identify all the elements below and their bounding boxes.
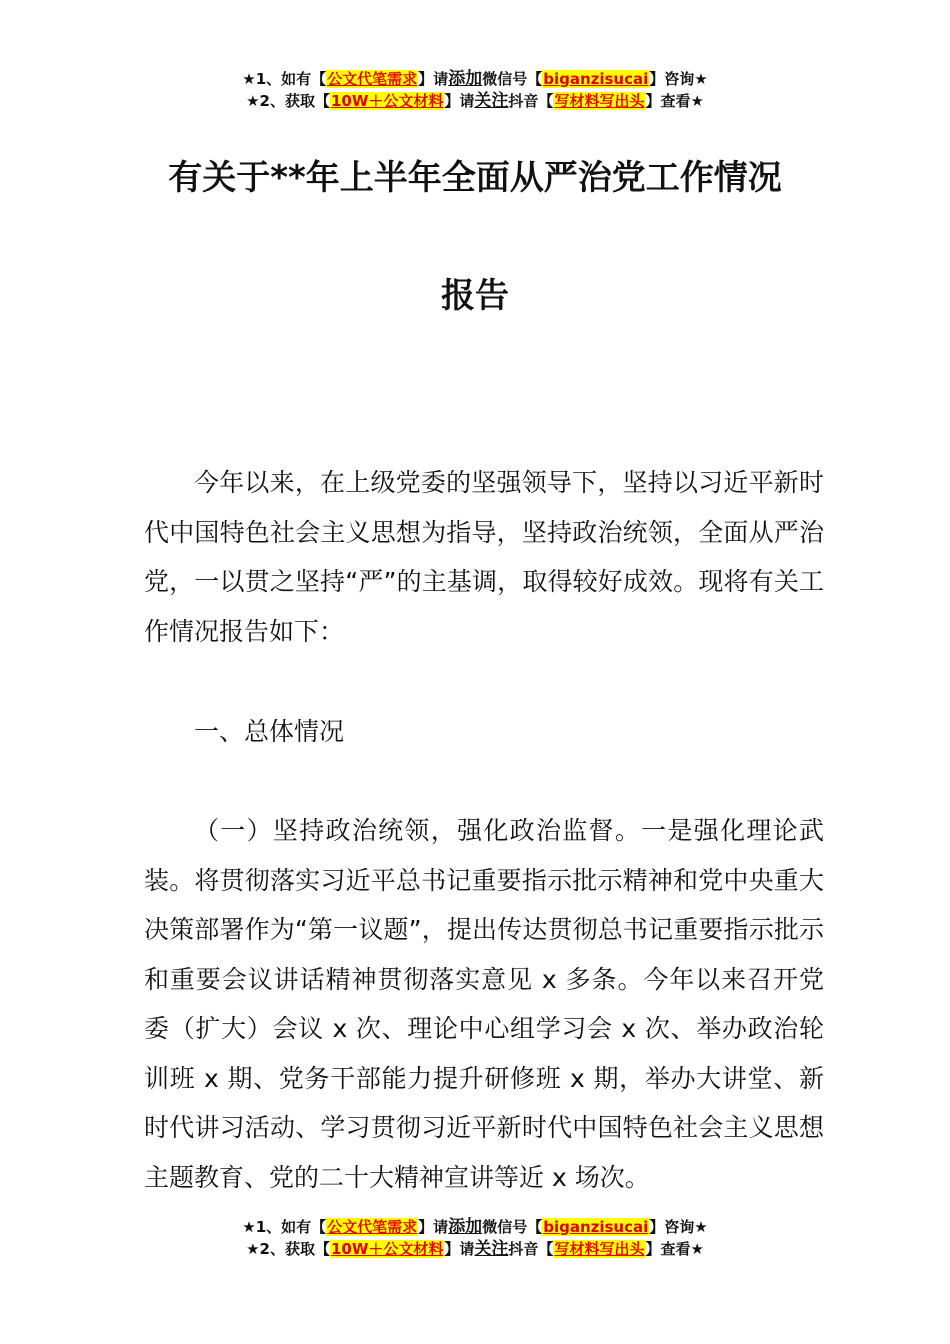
bottom-banner-line-2-emphasis: 关注 (474, 1239, 509, 1259)
banner-line-2-highlight-douyin: 写材料写出头 (554, 92, 645, 110)
bottom-banner-line-1 (0, 1216, 950, 1238)
bottom-banner-line-1-mid: 】请 (418, 1218, 449, 1236)
section-heading-overall: 一、总体情况 (194, 717, 345, 746)
bottom-banner-line-1-prefix: ★1、如有【 (242, 1218, 327, 1236)
banner-line-1-mid2: 微信号【 (482, 70, 543, 88)
bottom-banner-line-2-mid: 】请 (444, 1240, 475, 1258)
banner-line-1-suffix: 】咨询★ (649, 70, 708, 88)
bottom-banner (0, 1216, 950, 1260)
bottom-banner-line-1-suffix: 】咨询★ (649, 1218, 708, 1236)
bottom-banner-line-1-emphasis: 添加 (448, 1217, 483, 1237)
bottom-banner-line-2-suffix: 】查看★ (645, 1240, 704, 1258)
bottom-banner-line-2-prefix: ★2、获取【 (246, 1240, 330, 1258)
bottom-banner-line-2-highlight-materials: 10W＋公文材料 (330, 1240, 444, 1258)
banner-line-2-emphasis: 关注 (474, 91, 509, 111)
banner-line-2-mid: 】请 (444, 92, 475, 110)
bottom-banner-line-2-mid2: 抖音【 (508, 1240, 554, 1258)
section-paragraph-1: （一）坚持政治统领，强化政治监督。一是强化理论武装。将贯彻落实习近平总书记重要指示批示精神和党中央重大决策部署作为“第一议题”，提出传达贯彻总书记重要指示批示和重要会议讲话精神贯彻落实意见 x 多条。今年以来召开党委（扩大）会议 x 次、理论中心组学习会 x 次、举办政治轮训班 x 期、党务干部能力提升研修班 x 期，举办大讲堂、新时代讲习活动、学习贯彻习近平新时代中国特色社会主义思想主题教育、党的二十大精神宣讲等近 x 场次。 (144, 816, 824, 1192)
top-banner (0, 68, 950, 112)
banner-line-1-highlight-service: 公文代笔需求 (327, 70, 418, 88)
banner-line-2-prefix: ★2、获取【 (246, 92, 330, 110)
bottom-banner-line-1-highlight-wechat: biganzisucai (543, 1218, 649, 1236)
banner-line-1-highlight-wechat: biganzisucai (543, 70, 649, 88)
banner-line-2-highlight-materials: 10W＋公文材料 (330, 92, 444, 110)
bottom-banner-line-2 (0, 1238, 950, 1260)
document-title-line-1: 有关于**年上半年全面从严治党工作情况 (168, 158, 782, 198)
document-title-line-2: 报告 (441, 276, 509, 316)
banner-line-1-emphasis: 添加 (448, 69, 483, 89)
bottom-banner-line-1-mid2: 微信号【 (482, 1218, 543, 1236)
banner-line-1 (0, 68, 950, 90)
intro-paragraph: 今年以来，在上级党委的坚强领导下，坚持以习近平新时代中国特色社会主义思想为指导，坚持政治统领，全面从严治党，一以贯之坚持“严”的主基调，取得较好成效。现将有关工作情况报告如下： (144, 468, 824, 646)
banner-line-2-suffix: 】查看★ (645, 92, 704, 110)
banner-line-1-mid: 】请 (418, 70, 449, 88)
banner-line-2-mid2: 抖音【 (508, 92, 554, 110)
banner-line-1-prefix: ★1、如有【 (242, 70, 327, 88)
banner-line-2 (0, 90, 950, 112)
bottom-banner-line-2-highlight-douyin: 写材料写出头 (554, 1240, 645, 1258)
bottom-banner-line-1-highlight-service: 公文代笔需求 (327, 1218, 418, 1236)
